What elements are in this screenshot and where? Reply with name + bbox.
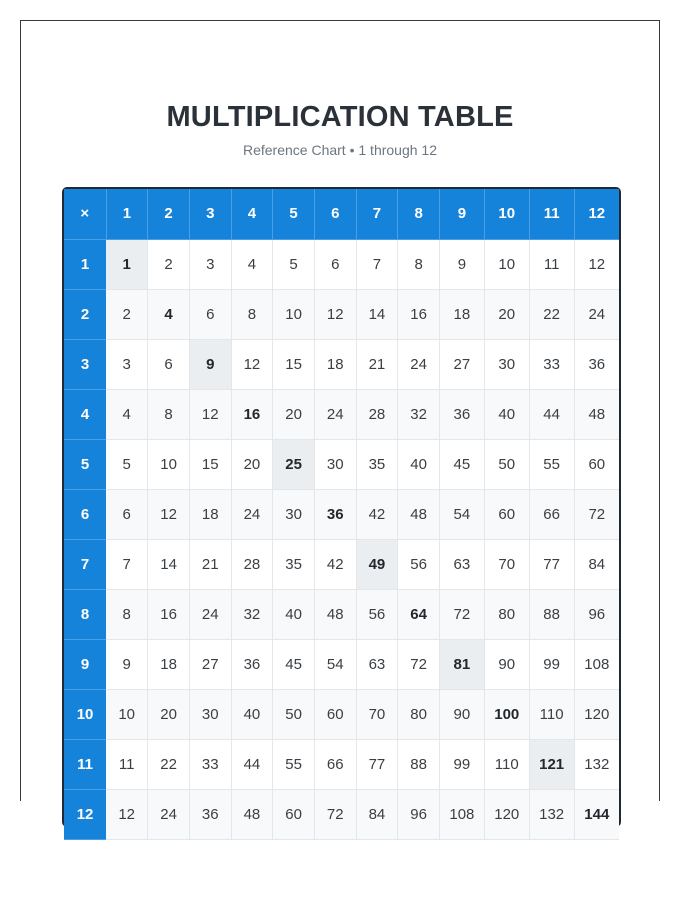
product-cell: 36 <box>574 339 619 389</box>
product-cell: 24 <box>148 789 190 839</box>
table-row <box>64 339 619 389</box>
product-cell: 66 <box>529 489 574 539</box>
table-body <box>64 239 619 839</box>
product-cell: 96 <box>574 589 619 639</box>
product-cell: 36 <box>231 639 273 689</box>
product-cell: 10 <box>148 439 190 489</box>
product-cell: 8 <box>148 389 190 439</box>
table-row <box>64 489 619 539</box>
product-cell: 60 <box>574 439 619 489</box>
table-row <box>64 639 619 689</box>
product-cell: 30 <box>314 439 356 489</box>
product-cell-square: 64 <box>398 589 440 639</box>
product-cell: 45 <box>273 639 315 689</box>
product-cell: 40 <box>398 439 440 489</box>
product-cell: 110 <box>484 739 529 789</box>
product-cell: 11 <box>529 239 574 289</box>
product-cell: 108 <box>439 789 484 839</box>
row-header: 11 <box>64 739 106 789</box>
column-header: 12 <box>574 189 619 239</box>
product-cell: 14 <box>148 539 190 589</box>
product-cell: 18 <box>314 339 356 389</box>
column-header: 11 <box>529 189 574 239</box>
product-cell: 30 <box>189 689 231 739</box>
product-cell: 36 <box>439 389 484 439</box>
product-cell: 5 <box>106 439 148 489</box>
table-row <box>64 289 619 339</box>
row-header: 2 <box>64 289 106 339</box>
row-header: 7 <box>64 539 106 589</box>
product-cell: 90 <box>484 639 529 689</box>
product-cell: 2 <box>106 289 148 339</box>
product-cell: 48 <box>231 789 273 839</box>
product-cell: 7 <box>356 239 398 289</box>
row-header: 4 <box>64 389 106 439</box>
product-cell-square: 25 <box>273 439 315 489</box>
product-cell: 4 <box>231 239 273 289</box>
product-cell: 9 <box>106 639 148 689</box>
product-cell: 66 <box>314 739 356 789</box>
product-cell: 60 <box>484 489 529 539</box>
product-cell: 48 <box>398 489 440 539</box>
product-cell-square: 36 <box>314 489 356 539</box>
product-cell: 72 <box>439 589 484 639</box>
product-cell: 84 <box>574 539 619 589</box>
product-cell: 20 <box>484 289 529 339</box>
product-cell: 6 <box>106 489 148 539</box>
row-header: 10 <box>64 689 106 739</box>
product-cell: 88 <box>398 739 440 789</box>
product-cell: 33 <box>529 339 574 389</box>
product-cell: 44 <box>529 389 574 439</box>
column-header: 8 <box>398 189 440 239</box>
product-cell: 45 <box>439 439 484 489</box>
table-row <box>64 539 619 589</box>
column-header: 3 <box>189 189 231 239</box>
product-cell: 72 <box>314 789 356 839</box>
row-header: 1 <box>64 239 106 289</box>
product-cell: 21 <box>356 339 398 389</box>
product-cell: 77 <box>529 539 574 589</box>
multiplication-table-container <box>62 187 621 827</box>
product-cell: 18 <box>439 289 484 339</box>
product-cell: 70 <box>356 689 398 739</box>
product-cell: 35 <box>273 539 315 589</box>
product-cell: 4 <box>106 389 148 439</box>
table-row <box>64 439 619 489</box>
product-cell: 11 <box>106 739 148 789</box>
product-cell: 36 <box>189 789 231 839</box>
product-cell: 72 <box>398 639 440 689</box>
product-cell-square: 49 <box>356 539 398 589</box>
row-header: 5 <box>64 439 106 489</box>
product-cell: 8 <box>231 289 273 339</box>
column-header: 1 <box>106 189 148 239</box>
product-cell: 15 <box>189 439 231 489</box>
column-header: 7 <box>356 189 398 239</box>
table-row <box>64 239 619 289</box>
product-cell-square: 144 <box>574 789 619 839</box>
product-cell: 44 <box>231 739 273 789</box>
product-cell: 3 <box>189 239 231 289</box>
product-cell: 90 <box>439 689 484 739</box>
product-cell-square: 16 <box>231 389 273 439</box>
product-cell: 18 <box>148 639 190 689</box>
table-row <box>64 589 619 639</box>
page-subtitle: Reference Chart • 1 through 12 <box>242 142 438 158</box>
product-cell-square: 100 <box>484 689 529 739</box>
product-cell: 14 <box>356 289 398 339</box>
table-row <box>64 689 619 739</box>
product-cell: 77 <box>356 739 398 789</box>
product-cell: 56 <box>398 539 440 589</box>
product-cell: 40 <box>484 389 529 439</box>
reference-sheet <box>20 20 660 823</box>
row-header: 3 <box>64 339 106 389</box>
column-header: 5 <box>273 189 315 239</box>
product-cell: 63 <box>439 539 484 589</box>
product-cell: 3 <box>106 339 148 389</box>
product-cell: 120 <box>484 789 529 839</box>
column-header: 10 <box>484 189 529 239</box>
product-cell: 99 <box>529 639 574 689</box>
column-header: 6 <box>314 189 356 239</box>
product-cell: 12 <box>314 289 356 339</box>
product-cell: 50 <box>484 439 529 489</box>
product-cell: 10 <box>273 289 315 339</box>
product-cell: 132 <box>529 789 574 839</box>
product-cell: 96 <box>398 789 440 839</box>
product-cell: 48 <box>314 589 356 639</box>
product-cell: 54 <box>439 489 484 539</box>
product-cell: 80 <box>484 589 529 639</box>
product-cell: 28 <box>231 539 273 589</box>
table-header <box>64 189 619 239</box>
product-cell: 35 <box>356 439 398 489</box>
corner-multiply-symbol: × <box>64 189 106 239</box>
product-cell: 110 <box>529 689 574 739</box>
product-cell: 50 <box>273 689 315 739</box>
product-cell: 20 <box>148 689 190 739</box>
page-title: MULTIPLICATION TABLE <box>166 101 514 133</box>
product-cell: 12 <box>189 389 231 439</box>
product-cell: 20 <box>231 439 273 489</box>
product-cell: 60 <box>273 789 315 839</box>
product-cell: 40 <box>231 689 273 739</box>
product-cell-square: 81 <box>439 639 484 689</box>
row-header: 6 <box>64 489 106 539</box>
product-cell: 32 <box>231 589 273 639</box>
product-cell: 42 <box>314 539 356 589</box>
product-cell-square: 4 <box>148 289 190 339</box>
product-cell: 16 <box>148 589 190 639</box>
product-cell: 27 <box>189 639 231 689</box>
product-cell: 99 <box>439 739 484 789</box>
product-cell: 20 <box>273 389 315 439</box>
product-cell: 108 <box>574 639 619 689</box>
multiplication-table <box>64 189 619 840</box>
table-row <box>64 789 619 839</box>
product-cell: 12 <box>106 789 148 839</box>
column-header: 4 <box>231 189 273 239</box>
product-cell: 60 <box>314 689 356 739</box>
product-cell: 10 <box>484 239 529 289</box>
product-cell: 56 <box>356 589 398 639</box>
product-cell: 54 <box>314 639 356 689</box>
product-cell: 27 <box>439 339 484 389</box>
product-cell: 55 <box>529 439 574 489</box>
product-cell-square: 1 <box>106 239 148 289</box>
product-cell: 55 <box>273 739 315 789</box>
product-cell: 21 <box>189 539 231 589</box>
product-cell: 7 <box>106 539 148 589</box>
product-cell: 70 <box>484 539 529 589</box>
product-cell: 32 <box>398 389 440 439</box>
product-cell: 10 <box>106 689 148 739</box>
product-cell: 80 <box>398 689 440 739</box>
product-cell: 42 <box>356 489 398 539</box>
product-cell: 30 <box>273 489 315 539</box>
product-cell: 12 <box>574 239 619 289</box>
header-row <box>64 189 619 239</box>
product-cell: 22 <box>529 289 574 339</box>
product-cell: 63 <box>356 639 398 689</box>
row-header: 9 <box>64 639 106 689</box>
product-cell: 24 <box>231 489 273 539</box>
product-cell: 120 <box>574 689 619 739</box>
product-cell: 24 <box>314 389 356 439</box>
product-cell: 6 <box>314 239 356 289</box>
product-cell: 12 <box>148 489 190 539</box>
product-cell: 72 <box>574 489 619 539</box>
product-cell: 24 <box>189 589 231 639</box>
product-cell: 6 <box>189 289 231 339</box>
product-cell: 5 <box>273 239 315 289</box>
product-cell-square: 121 <box>529 739 574 789</box>
product-cell: 9 <box>439 239 484 289</box>
table-row <box>64 389 619 439</box>
row-header: 12 <box>64 789 106 839</box>
product-cell: 16 <box>398 289 440 339</box>
product-cell: 8 <box>398 239 440 289</box>
product-cell: 12 <box>231 339 273 389</box>
product-cell: 8 <box>106 589 148 639</box>
product-cell: 33 <box>189 739 231 789</box>
product-cell-square: 9 <box>189 339 231 389</box>
product-cell: 132 <box>574 739 619 789</box>
product-cell: 22 <box>148 739 190 789</box>
product-cell: 15 <box>273 339 315 389</box>
column-header: 2 <box>148 189 190 239</box>
product-cell: 88 <box>529 589 574 639</box>
product-cell: 24 <box>574 289 619 339</box>
column-header: 9 <box>439 189 484 239</box>
product-cell: 2 <box>148 239 190 289</box>
product-cell: 6 <box>148 339 190 389</box>
table-row <box>64 739 619 789</box>
product-cell: 18 <box>189 489 231 539</box>
product-cell: 40 <box>273 589 315 639</box>
product-cell: 28 <box>356 389 398 439</box>
product-cell: 48 <box>574 389 619 439</box>
product-cell: 84 <box>356 789 398 839</box>
row-header: 8 <box>64 589 106 639</box>
product-cell: 24 <box>398 339 440 389</box>
product-cell: 30 <box>484 339 529 389</box>
